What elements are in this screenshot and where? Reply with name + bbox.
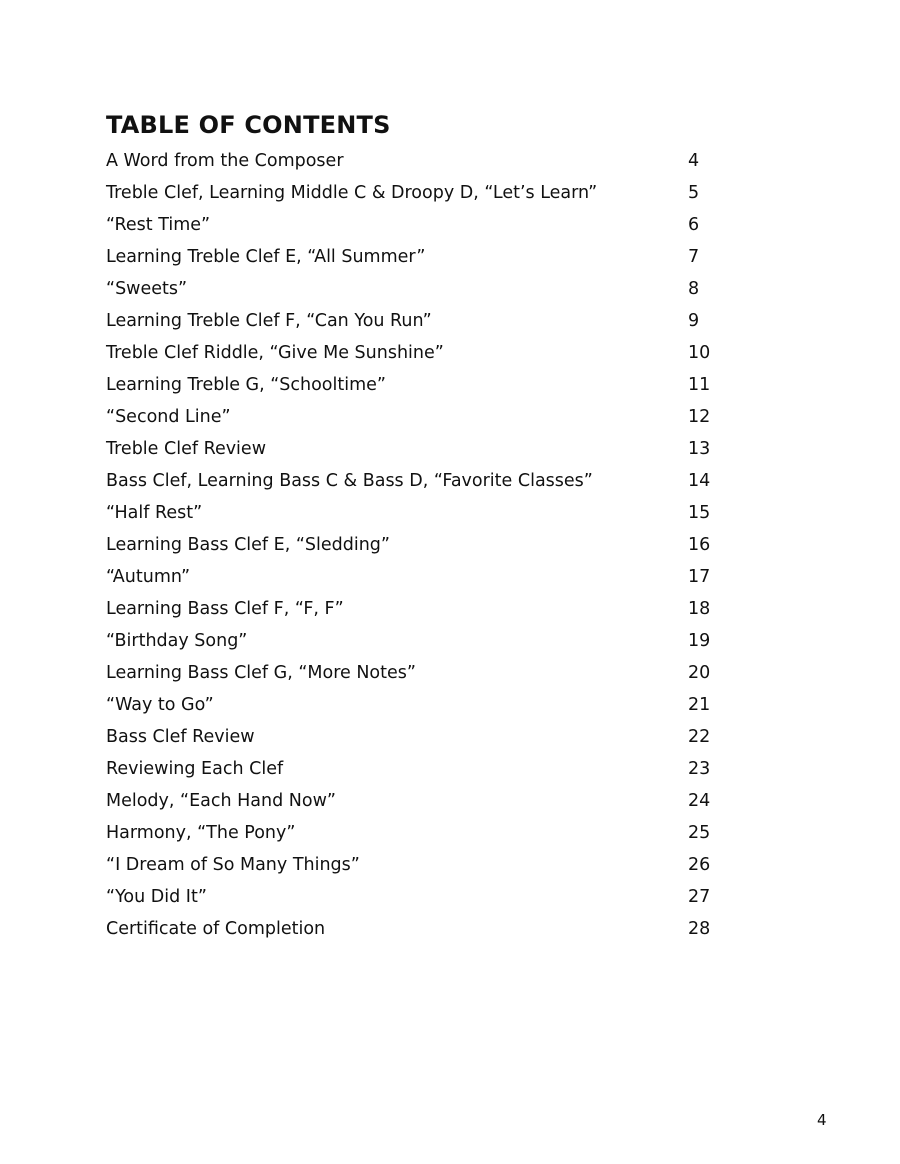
toc-row: [106, 913, 726, 945]
toc-row: [106, 401, 726, 433]
toc-entry-label: “Second Line”: [106, 407, 231, 427]
toc-entry-label: Harmony, “The Pony”: [106, 823, 296, 843]
toc-entry-label: Learning Bass Clef G, “More Notes”: [106, 663, 416, 683]
toc-row: [106, 689, 726, 721]
toc-entry-page: 25: [688, 823, 711, 843]
toc-entry-page: 7: [688, 247, 700, 267]
toc-entry-page: 8: [688, 279, 700, 299]
toc-row: [106, 625, 726, 657]
toc-entry-label: Bass Clef Review: [106, 727, 255, 747]
toc-entry-label: “Half Rest”: [106, 503, 203, 523]
toc-title: TABLE OF CONTENTS: [106, 111, 391, 139]
toc-entry-label: Learning Bass Clef F, “F, F”: [106, 599, 344, 619]
toc-row: [106, 241, 726, 273]
toc-entry-page: 27: [688, 887, 711, 907]
toc-row: [106, 593, 726, 625]
toc-row: [106, 881, 726, 913]
toc-entry-page: 4: [688, 151, 700, 171]
toc-entry-page: 18: [688, 599, 711, 619]
toc-entry-label: “Autumn”: [106, 567, 191, 587]
toc-entry-label: Treble Clef Riddle, “Give Me Sunshine”: [106, 343, 444, 363]
toc-row: [106, 561, 726, 593]
toc-entry-label: Bass Clef, Learning Bass C & Bass D, “Favorite Classes”: [106, 471, 593, 491]
toc-entry-page: 9: [688, 311, 700, 331]
toc-entry-label: “You Did It”: [106, 887, 207, 907]
page-number: 4: [817, 1111, 827, 1129]
toc-entry-label: Certificate of Completion: [106, 919, 326, 939]
toc-entry-label: Treble Clef, Learning Middle C & Droopy D, “Let’s Learn”: [106, 183, 598, 203]
toc-row: [106, 305, 726, 337]
toc-entry-page: 13: [688, 439, 711, 459]
toc-entry-label: A Word from the Composer: [106, 151, 344, 171]
toc-row: [106, 209, 726, 241]
toc-row: [106, 337, 726, 369]
toc-row: [106, 433, 726, 465]
toc-row: [106, 177, 726, 209]
toc-row: [106, 529, 726, 561]
toc-row: [106, 785, 726, 817]
toc-row: [106, 465, 726, 497]
toc-row: [106, 849, 726, 881]
toc-entry-page: 26: [688, 855, 711, 875]
toc-row: [106, 721, 726, 753]
toc-entry-page: 6: [688, 215, 700, 235]
toc-entry-label: “Birthday Song”: [106, 631, 248, 651]
toc-entry-page: 14: [688, 471, 711, 491]
toc-entry-page: 28: [688, 919, 711, 939]
toc-entry-page: 12: [688, 407, 711, 427]
toc-entry-label: “Rest Time”: [106, 215, 211, 235]
toc-entry-page: 21: [688, 695, 711, 715]
toc-row: [106, 369, 726, 401]
toc-entry-page: 11: [688, 375, 711, 395]
toc-entry-label: Learning Treble Clef E, “All Summer”: [106, 247, 426, 267]
toc-entry-page: 24: [688, 791, 711, 811]
toc-entry-label: Treble Clef Review: [106, 439, 267, 459]
toc-row: [106, 657, 726, 689]
toc-entry-label: “Sweets”: [106, 279, 188, 299]
toc-entry-label: “Way to Go”: [106, 695, 214, 715]
toc-entry-page: 19: [688, 631, 711, 651]
toc-row: [106, 273, 726, 305]
toc-entry-page: 15: [688, 503, 711, 523]
toc-entry-label: Melody, “Each Hand Now”: [106, 791, 336, 811]
toc-entry-page: 5: [688, 183, 700, 203]
toc-entry-page: 23: [688, 759, 711, 779]
toc-row: [106, 497, 726, 529]
toc-row: [106, 145, 726, 177]
toc-row: [106, 817, 726, 849]
toc-entry-label: Reviewing Each Clef: [106, 759, 284, 779]
toc-entry-page: 22: [688, 727, 711, 747]
toc-entry-label: Learning Treble Clef F, “Can You Run”: [106, 311, 432, 331]
toc-list: [106, 145, 726, 945]
toc-entry-page: 10: [688, 343, 711, 363]
toc-entry-page: 16: [688, 535, 711, 555]
toc-entry-label: Learning Bass Clef E, “Sledding”: [106, 535, 390, 555]
toc-entry-page: 20: [688, 663, 711, 683]
toc-entry-page: 17: [688, 567, 711, 587]
toc-entry-label: “I Dream of So Many Things”: [106, 855, 360, 875]
toc-entry-label: Learning Treble G, “Schooltime”: [106, 375, 386, 395]
toc-row: [106, 753, 726, 785]
